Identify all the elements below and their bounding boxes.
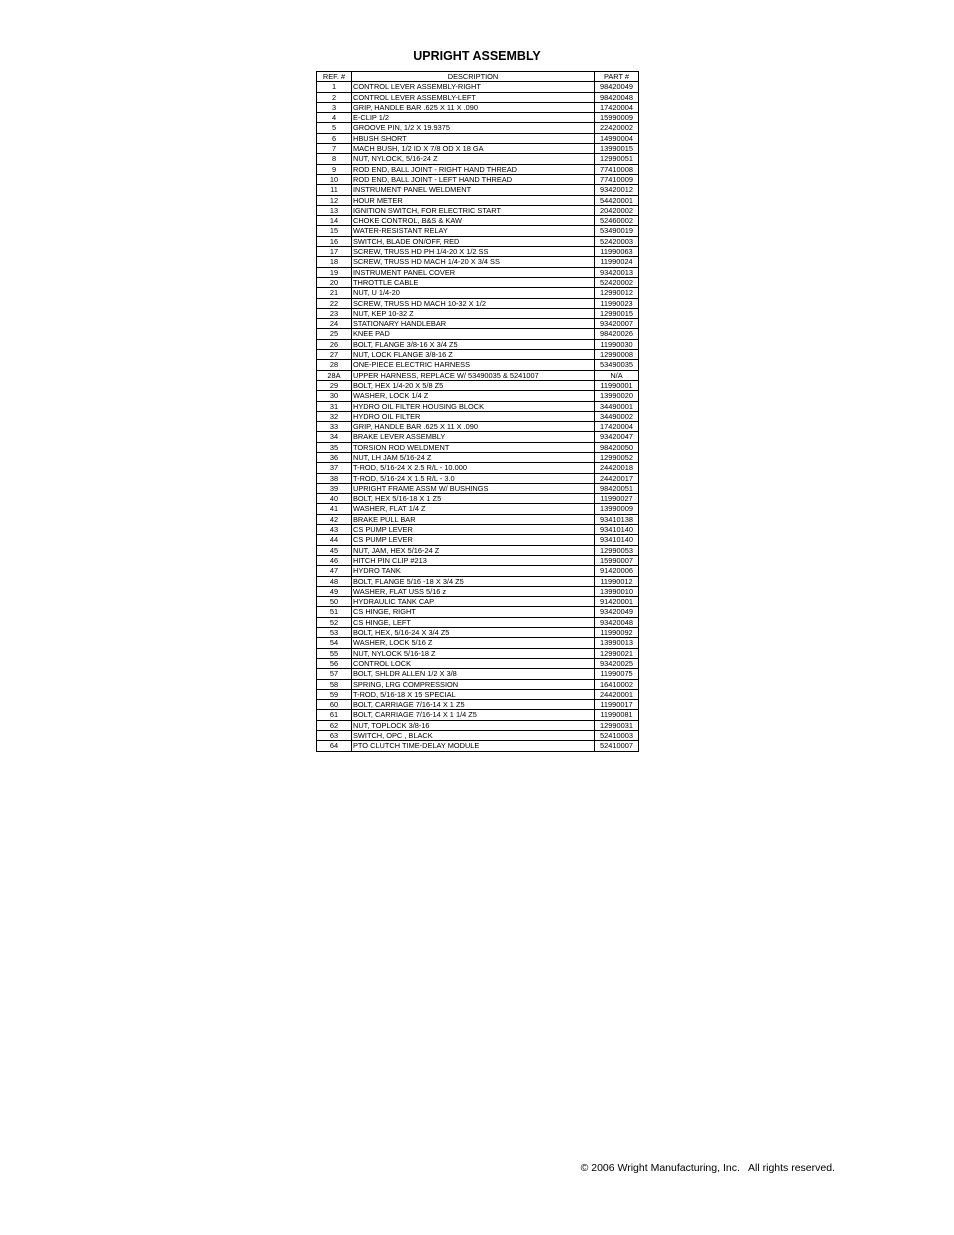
table-row [317, 473, 639, 483]
description-cell: BRAKE PULL BAR [352, 514, 595, 524]
ref-cell: 38 [317, 473, 352, 483]
ref-cell: 43 [317, 525, 352, 535]
description-cell: HBUSH SHORT [352, 133, 595, 143]
table-row [317, 720, 639, 730]
ref-cell: 24 [317, 319, 352, 329]
ref-cell: 6 [317, 133, 352, 143]
description-cell: INSTRUMENT PANEL WELDMENT [352, 185, 595, 195]
table-row [317, 452, 639, 462]
part-number-cell: 98420051 [595, 483, 639, 493]
ref-cell: 1 [317, 82, 352, 92]
table-row [317, 133, 639, 143]
table-row [317, 288, 639, 298]
part-number-cell: 12990053 [595, 545, 639, 555]
description-cell: CONTROL LOCK [352, 658, 595, 668]
table-row [317, 494, 639, 504]
description-cell: WATER-RESISTANT RELAY [352, 226, 595, 236]
part-number-cell: 13990009 [595, 504, 639, 514]
description-cell: NUT, LOCK FLANGE 3/8-16 Z [352, 350, 595, 360]
parts-table-body [317, 82, 639, 751]
part-number-cell: 12990051 [595, 154, 639, 164]
ref-cell: 60 [317, 700, 352, 710]
table-row [317, 82, 639, 92]
part-number-cell: 93420047 [595, 432, 639, 442]
description-cell: HYDRO OIL FILTER [352, 411, 595, 421]
part-number-cell: 34490001 [595, 401, 639, 411]
part-number-cell: 53490035 [595, 360, 639, 370]
description-cell: HYDRAULIC TANK CAP [352, 597, 595, 607]
part-number-cell: 12990012 [595, 288, 639, 298]
table-row [317, 628, 639, 638]
table-row [317, 669, 639, 679]
description-cell: STATIONARY HANDLEBAR [352, 319, 595, 329]
ref-cell: 8 [317, 154, 352, 164]
table-row [317, 92, 639, 102]
part-number-cell: 98420026 [595, 329, 639, 339]
description-cell: BOLT, HEX, 5/16-24 X 3/4 Z5 [352, 628, 595, 638]
table-row [317, 370, 639, 380]
table-row [317, 185, 639, 195]
table-row [317, 257, 639, 267]
table-row [317, 741, 639, 751]
part-number-cell: 11990023 [595, 298, 639, 308]
ref-cell: 28A [317, 370, 352, 380]
description-cell: CS HINGE, LEFT [352, 617, 595, 627]
table-row [317, 205, 639, 215]
copyright-footer: © 2006 Wright Manufacturing, Inc. All rights reserved. [580, 1162, 835, 1174]
table-row [317, 545, 639, 555]
description-cell: GRIP, HANDLE BAR .625 X 11 X .090 [352, 422, 595, 432]
page-title: UPRIGHT ASSEMBLY [413, 49, 541, 63]
part-number-cell: 20420002 [595, 205, 639, 215]
table-row [317, 586, 639, 596]
ref-cell: 40 [317, 494, 352, 504]
part-number-cell: 13990015 [595, 144, 639, 154]
table-header-row [317, 72, 639, 82]
ref-cell: 5 [317, 123, 352, 133]
description-cell: WASHER, LOCK 1/4 Z [352, 391, 595, 401]
table-row [317, 483, 639, 493]
table-row [317, 555, 639, 565]
part-number-cell: 93420007 [595, 319, 639, 329]
table-row [317, 113, 639, 123]
description-cell: WASHER, FLAT 1/4 Z [352, 504, 595, 514]
part-number-cell: 93420012 [595, 185, 639, 195]
part-number-cell: 15990007 [595, 555, 639, 565]
table-row [317, 174, 639, 184]
part-number-cell: 52460002 [595, 216, 639, 226]
part-number-cell: 24420018 [595, 463, 639, 473]
ref-cell: 35 [317, 442, 352, 452]
part-number-cell: 24420017 [595, 473, 639, 483]
table-row [317, 401, 639, 411]
ref-cell: 11 [317, 185, 352, 195]
description-cell: UPPER HARNESS, REPLACE W/ 53490035 & 5241007 [352, 370, 595, 380]
ref-cell: 47 [317, 566, 352, 576]
table-row [317, 123, 639, 133]
description-cell: BOLT, CARRIAGE 7/16-14 X 1 1/4 Z5 [352, 710, 595, 720]
description-cell: WASHER, FLAT USS 5/16 z [352, 586, 595, 596]
ref-cell: 62 [317, 720, 352, 730]
ref-column-header: REF. # [317, 72, 352, 82]
table-row [317, 164, 639, 174]
description-cell: T-ROD, 5/16-24 X 1.5 R/L - 3.0 [352, 473, 595, 483]
table-row [317, 411, 639, 421]
part-number-cell: 93420025 [595, 658, 639, 668]
table-row [317, 535, 639, 545]
description-cell: SCREW, TRUSS HD PH 1/4-20 X 1/2 SS [352, 247, 595, 257]
part-number-cell: 93420048 [595, 617, 639, 627]
description-cell: BOLT, SHLDR ALLEN 1/2 X 3/8 [352, 669, 595, 679]
description-cell: BOLT, FLANGE 5/16 -18 X 3/4 Z5 [352, 576, 595, 586]
ref-cell: 58 [317, 679, 352, 689]
ref-cell: 49 [317, 586, 352, 596]
table-row [317, 380, 639, 390]
part-number-cell: 98420050 [595, 442, 639, 452]
ref-cell: 20 [317, 277, 352, 287]
ref-cell: 36 [317, 452, 352, 462]
description-cell: THROTTLE CABLE [352, 277, 595, 287]
description-cell: CHOKE CONTROL, B&S & KAW [352, 216, 595, 226]
table-row [317, 267, 639, 277]
part-number-cell: 11990001 [595, 380, 639, 390]
part-number-cell: 11990017 [595, 700, 639, 710]
description-cell: CONTROL LEVER ASSEMBLY-LEFT [352, 92, 595, 102]
description-cell: CS PUMP LEVER [352, 525, 595, 535]
ref-cell: 4 [317, 113, 352, 123]
part-number-cell: 12990015 [595, 308, 639, 318]
description-cell: GRIP, HANDLE BAR .625 X 11 X .090 [352, 102, 595, 112]
ref-cell: 28 [317, 360, 352, 370]
ref-cell: 64 [317, 741, 352, 751]
ref-cell: 42 [317, 514, 352, 524]
ref-cell: 44 [317, 535, 352, 545]
part-number-cell: 34490002 [595, 411, 639, 421]
table-row [317, 617, 639, 627]
part-column-header: PART # [595, 72, 639, 82]
table-row [317, 329, 639, 339]
table-row [317, 525, 639, 535]
description-cell: T-ROD, 5/16-24 X 2.5 R/L - 10.000 [352, 463, 595, 473]
table-row [317, 504, 639, 514]
ref-cell: 61 [317, 710, 352, 720]
table-row [317, 597, 639, 607]
part-number-cell: 77410008 [595, 164, 639, 174]
description-cell: NUT, U 1/4-20 [352, 288, 595, 298]
ref-cell: 52 [317, 617, 352, 627]
part-number-cell: 93420049 [595, 607, 639, 617]
ref-cell: 7 [317, 144, 352, 154]
part-number-cell: 98420049 [595, 82, 639, 92]
description-cell: NUT, NYLOCK, 5/16-24 Z [352, 154, 595, 164]
ref-cell: 25 [317, 329, 352, 339]
table-row [317, 710, 639, 720]
ref-cell: 13 [317, 205, 352, 215]
description-cell: CS HINGE, RIGHT [352, 607, 595, 617]
description-cell: SCREW, TRUSS HD MACH 10-32 X 1/2 [352, 298, 595, 308]
table-row [317, 731, 639, 741]
part-number-cell: 52420003 [595, 236, 639, 246]
part-number-cell: 13990010 [595, 586, 639, 596]
part-number-cell: 11990012 [595, 576, 639, 586]
part-number-cell: 12990021 [595, 648, 639, 658]
table-row [317, 350, 639, 360]
table-row [317, 442, 639, 452]
ref-cell: 31 [317, 401, 352, 411]
ref-cell: 37 [317, 463, 352, 473]
description-cell: KNEE PAD [352, 329, 595, 339]
table-row [317, 339, 639, 349]
part-number-cell: 13990013 [595, 638, 639, 648]
part-number-cell: 17420004 [595, 422, 639, 432]
table-row [317, 247, 639, 257]
ref-cell: 19 [317, 267, 352, 277]
part-number-cell: 17420004 [595, 102, 639, 112]
description-cell: BOLT, FLANGE 3/8-16 X 3/4 Z5 [352, 339, 595, 349]
description-cell: BOLT, HEX 1/4-20 X 5/8 Z5 [352, 380, 595, 390]
description-cell: MACH BUSH, 1/2 ID X 7/8 OD X 18 GA [352, 144, 595, 154]
table-row [317, 360, 639, 370]
description-cell: SWITCH, BLADE ON/OFF, RED [352, 236, 595, 246]
description-cell: NUT, KEP 10-32 Z [352, 308, 595, 318]
part-number-cell: 91420006 [595, 566, 639, 576]
ref-cell: 50 [317, 597, 352, 607]
part-number-cell: 77410009 [595, 174, 639, 184]
description-cell: BRAKE LEVER ASSEMBLY [352, 432, 595, 442]
table-row [317, 195, 639, 205]
part-number-cell: 12990052 [595, 452, 639, 462]
part-number-cell: 11990024 [595, 257, 639, 267]
ref-cell: 29 [317, 380, 352, 390]
table-row [317, 607, 639, 617]
ref-cell: 51 [317, 607, 352, 617]
description-cell: TORSION ROD WELDMENT [352, 442, 595, 452]
table-row [317, 679, 639, 689]
part-number-cell: 52410007 [595, 741, 639, 751]
description-cell: NUT, LH JAM 5/16-24 Z [352, 452, 595, 462]
description-cell: INSTRUMENT PANEL COVER [352, 267, 595, 277]
table-row [317, 308, 639, 318]
table-row [317, 700, 639, 710]
ref-cell: 54 [317, 638, 352, 648]
description-cell: HYDRO OIL FILTER HOUSING BLOCK [352, 401, 595, 411]
description-cell: NUT, JAM, HEX 5/16-24 Z [352, 545, 595, 555]
ref-cell: 63 [317, 731, 352, 741]
table-row [317, 216, 639, 226]
parts-table [316, 71, 639, 752]
ref-cell: 10 [317, 174, 352, 184]
ref-cell: 34 [317, 432, 352, 442]
description-cell: SPRING, LRG COMPRESSION [352, 679, 595, 689]
part-number-cell: 11990027 [595, 494, 639, 504]
ref-cell: 23 [317, 308, 352, 318]
ref-cell: 33 [317, 422, 352, 432]
ref-cell: 59 [317, 689, 352, 699]
part-number-cell: 93410140 [595, 535, 639, 545]
table-row [317, 102, 639, 112]
table-row [317, 566, 639, 576]
part-number-cell: 93410138 [595, 514, 639, 524]
description-cell: SCREW, TRUSS HD MACH 1/4-20 X 3/4 SS [352, 257, 595, 267]
table-row [317, 298, 639, 308]
table-row [317, 432, 639, 442]
description-cell: ONE-PIECE ELECTRIC HARNESS [352, 360, 595, 370]
description-cell: E-CLIP 1/2 [352, 113, 595, 123]
ref-cell: 30 [317, 391, 352, 401]
ref-cell: 22 [317, 298, 352, 308]
description-cell: BOLT, HEX 5/16-18 X 1 Z5 [352, 494, 595, 504]
part-number-cell: 11990081 [595, 710, 639, 720]
table-row [317, 648, 639, 658]
ref-cell: 3 [317, 102, 352, 112]
description-cell: NUT, NYLOCK 5/16-18 Z [352, 648, 595, 658]
ref-cell: 41 [317, 504, 352, 514]
ref-cell: 17 [317, 247, 352, 257]
part-number-cell: 11990030 [595, 339, 639, 349]
ref-cell: 45 [317, 545, 352, 555]
part-number-cell: 16410002 [595, 679, 639, 689]
part-number-cell: 12990008 [595, 350, 639, 360]
table-row [317, 277, 639, 287]
part-number-cell: 11990075 [595, 669, 639, 679]
part-number-cell: N/A [595, 370, 639, 380]
table-row [317, 422, 639, 432]
part-number-cell: 15990009 [595, 113, 639, 123]
ref-cell: 18 [317, 257, 352, 267]
description-cell: T-ROD, 5/16-18 X 15 SPECIAL [352, 689, 595, 699]
table-row [317, 144, 639, 154]
description-column-header: DESCRIPTION [352, 72, 595, 82]
table-row [317, 689, 639, 699]
description-cell: UPRIGHT FRAME ASSM W/ BUSHINGS [352, 483, 595, 493]
description-cell: GROOVE PIN, 1/2 X 19.9375 [352, 123, 595, 133]
description-cell: ROD END, BALL JOINT - RIGHT HAND THREAD [352, 164, 595, 174]
ref-cell: 27 [317, 350, 352, 360]
part-number-cell: 11990063 [595, 247, 639, 257]
table-row [317, 514, 639, 524]
ref-cell: 48 [317, 576, 352, 586]
description-cell: HOUR METER [352, 195, 595, 205]
part-number-cell: 12990031 [595, 720, 639, 730]
part-number-cell: 54420001 [595, 195, 639, 205]
table-row [317, 236, 639, 246]
part-number-cell: 13990020 [595, 391, 639, 401]
ref-cell: 9 [317, 164, 352, 174]
ref-cell: 57 [317, 669, 352, 679]
description-cell: NUT, TOPLOCK 3/8-16 [352, 720, 595, 730]
description-cell: BOLT, CARRIAGE 7/16-14 X 1 Z5 [352, 700, 595, 710]
part-number-cell: 93420013 [595, 267, 639, 277]
ref-cell: 2 [317, 92, 352, 102]
part-number-cell: 24420001 [595, 689, 639, 699]
ref-cell: 39 [317, 483, 352, 493]
ref-cell: 21 [317, 288, 352, 298]
description-cell: ROD END, BALL JOINT - LEFT HAND THREAD [352, 174, 595, 184]
table-row [317, 391, 639, 401]
ref-cell: 26 [317, 339, 352, 349]
ref-cell: 12 [317, 195, 352, 205]
ref-cell: 56 [317, 658, 352, 668]
ref-cell: 32 [317, 411, 352, 421]
table-row [317, 154, 639, 164]
description-cell: CS PUMP LEVER [352, 535, 595, 545]
part-number-cell: 98420048 [595, 92, 639, 102]
table-row [317, 319, 639, 329]
table-row [317, 658, 639, 668]
part-number-cell: 93410140 [595, 525, 639, 535]
description-cell: CONTROL LEVER ASSEMBLY-RIGHT [352, 82, 595, 92]
ref-cell: 46 [317, 555, 352, 565]
description-cell: HITCH PIN CLIP #213 [352, 555, 595, 565]
ref-cell: 14 [317, 216, 352, 226]
part-number-cell: 53490019 [595, 226, 639, 236]
description-cell: PTO CLUTCH TIME-DELAY MODULE [352, 741, 595, 751]
ref-cell: 16 [317, 236, 352, 246]
part-number-cell: 52420002 [595, 277, 639, 287]
description-cell: SWITCH, OPC , BLACK [352, 731, 595, 741]
description-cell: WASHER, LOCK 5/16 Z [352, 638, 595, 648]
table-row [317, 638, 639, 648]
table-row [317, 226, 639, 236]
description-cell: HYDRO TANK [352, 566, 595, 576]
part-number-cell: 52410003 [595, 731, 639, 741]
part-number-cell: 11990092 [595, 628, 639, 638]
table-row [317, 576, 639, 586]
part-number-cell: 14990004 [595, 133, 639, 143]
ref-cell: 55 [317, 648, 352, 658]
part-number-cell: 22420002 [595, 123, 639, 133]
description-cell: IGNITION SWITCH, FOR ELECTRIC START [352, 205, 595, 215]
table-row [317, 463, 639, 473]
ref-cell: 53 [317, 628, 352, 638]
ref-cell: 15 [317, 226, 352, 236]
part-number-cell: 91420001 [595, 597, 639, 607]
